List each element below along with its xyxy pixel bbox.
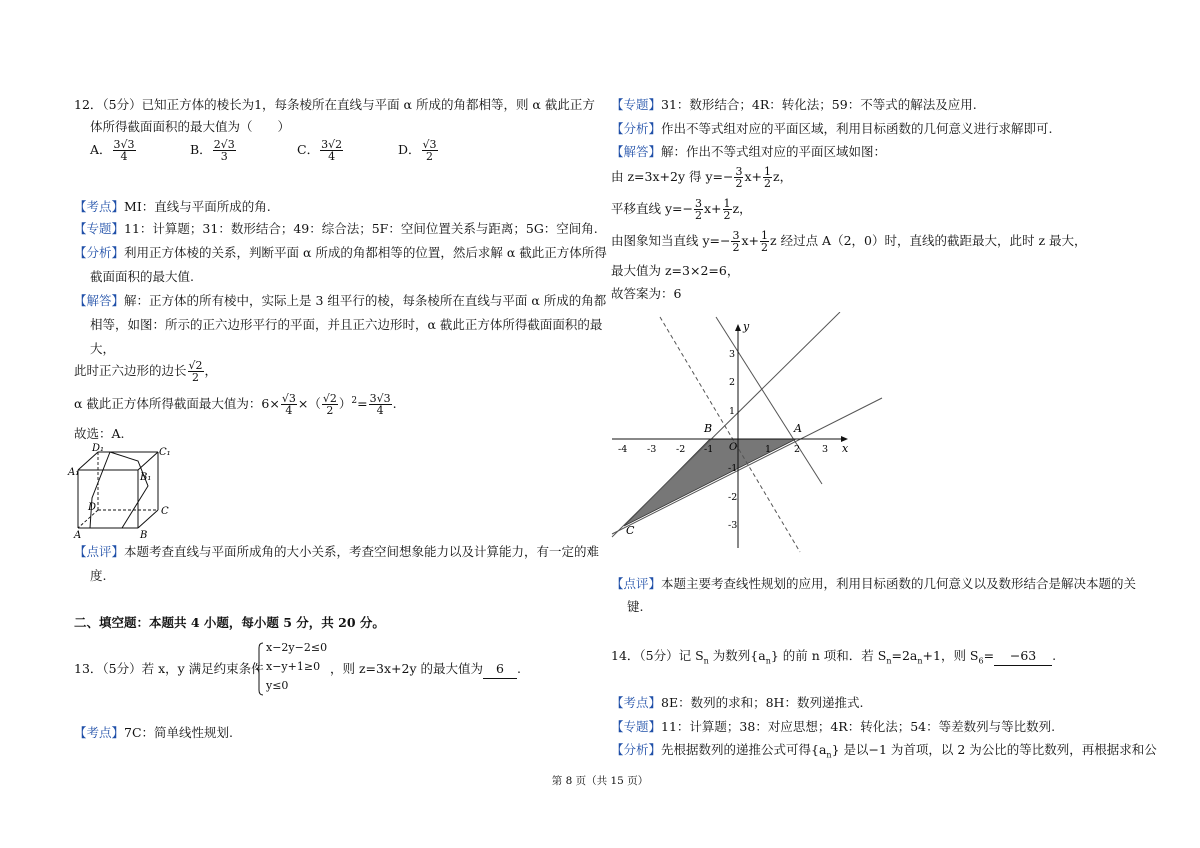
q14-stem: 14．（5分）记 $S_n$ 为数列$\{a_n\}$ 的前 n 项和．若 $S_n=2a_n+1$，则 $S_6= -63$ .: [611, 648, 1057, 666]
zhuanti-tag: 【专题】: [74, 221, 125, 236]
y-tick-label: -1: [728, 463, 738, 474]
q13-step-3: 由图象知当直线 y=− $\frac{3}{2}$ x+ $\frac{1}{2}$ z 经过点 A（2，0）时，直线的截距最大，此时 z 最大，: [611, 229, 1087, 254]
q13-answer-blank: 6: [483, 660, 517, 679]
page-footer: 第 8 页（共 15 页）: [551, 775, 649, 787]
constraint-system: [256, 640, 326, 698]
q12-kaodian: 【考点】MI：直线与平面所成的角.: [74, 199, 271, 214]
y-tick-label: -3: [728, 520, 738, 531]
q13-step-5: 故答案为：6: [611, 286, 682, 301]
label-a1: A₁: [68, 467, 80, 478]
q12-options: [90, 139, 439, 162]
section-2-title: 二、填空题：本题共 4 小题，每小题 5 分，共 20 分。: [74, 615, 385, 630]
y-axis-arrow: [735, 324, 741, 331]
label-a: A: [74, 530, 82, 540]
x-tick-label: 3: [822, 444, 829, 455]
point-b-label: B: [704, 422, 713, 435]
feasible-region-graph: [608, 312, 888, 560]
q12-zhuanti: 【专题】11：计算题；31：数形结合；49：综合法；5F：空间位置关系与距离；5G：空间角.: [74, 221, 598, 236]
y-tick-label: -2: [728, 492, 738, 503]
origin-label: O: [729, 442, 738, 453]
q14-answer-blank: −63: [994, 647, 1052, 666]
dianping-tag: 【点评】: [74, 544, 125, 559]
x-tick-label: -4: [618, 444, 628, 455]
q13-dianping-line2: 键.: [627, 599, 644, 614]
q13-step-1: 由 z=3x+2y 得 y=− $\frac{3}{2}$ x+ $\frac{1}{2}$ z，: [611, 165, 793, 190]
q12-dianping: 【点评】本题考查直线与平面所成角的大小关系，考查空间想象能力以及计算能力，有一定的难: [74, 544, 600, 559]
jieda-tag: 【解答】: [74, 293, 125, 308]
x-tick-label: 1: [765, 444, 772, 455]
option-a: A． $\frac{3√3}{4}$: [90, 138, 135, 163]
x-tick-label: 2: [794, 444, 801, 455]
q12-max-area: α 截此正方体所得截面最大值为：6× $\frac{√3}{4}$ ×（ $\frac{√2}{2}$ ）$^2$= $\frac{3√3}{4}$ .: [74, 392, 397, 418]
q13-stem-pre: 13．（5分）若 x，y 满足约束条件: [74, 661, 264, 676]
label-c1: C₁: [159, 447, 171, 458]
q12-jieda: 【解答】解：正方体的所有棱中，实际上是 3 组平行的棱，每条棱所在直线与平面 α 所成的角都: [74, 293, 607, 308]
label-c: C: [161, 506, 169, 517]
left-brace: [256, 642, 264, 696]
fenxi-tag: 【分析】: [74, 245, 125, 260]
q13-zhuanti: 【专题】31：数形结合；4R：转化法；59：不等式的解法及应用.: [611, 97, 977, 112]
q14-kaodian: 【考点】8E：数列的求和；8H：数列递推式.: [611, 695, 864, 710]
q13-jieda: 【解答】解：作出不等式组对应的平面区域如图：: [611, 144, 887, 159]
label-d1: D₁: [92, 443, 105, 454]
label-b1: B₁: [140, 472, 152, 483]
cube-figure: [66, 440, 186, 540]
q13-fenxi: 【分析】作出不等式组对应的平面区域，利用目标函数的几何意义进行求解即可.: [611, 121, 1053, 136]
point-c-label: C: [626, 524, 635, 537]
q12-dianping-line2: 度.: [90, 568, 107, 583]
option-b: B． $\frac{2√3}{3}$: [190, 138, 235, 163]
q12-edge-length: 此时正六边形的边长 $\frac{√2}{2}$ ，: [74, 359, 218, 384]
label-b: B: [140, 530, 148, 540]
constraint-3: y≤0: [266, 679, 289, 692]
line-x-2y-2: [612, 398, 882, 534]
q12-jieda-line2: 相等，如图：所示的正六边形平行的平面，并且正六边形时，α 截此正方体所得截面面积的最: [90, 317, 603, 332]
x-axis-label: x: [842, 442, 849, 455]
x-tick-label: -2: [676, 444, 686, 455]
y-tick-label: 2: [729, 377, 736, 388]
q12-fenxi-line2: 截面面积的最大值.: [90, 269, 194, 284]
q12-jieda-line3: 大，: [90, 341, 116, 356]
point-a-label: A: [794, 422, 802, 435]
q12-stem-line1: 12．（5分）已知正方体的棱长为1，每条棱所在直线与平面 α 所成的角都相等，则 α 截此正方: [74, 97, 595, 112]
y-tick-label: 1: [729, 406, 736, 417]
q13-stem-post: ，则 z=3x+2y 的最大值为 6 .: [330, 660, 521, 679]
constraint-1: x−2y−2≤0: [266, 641, 328, 654]
q13-step-2: 平移直线 y=− $\frac{3}{2}$ x+ $\frac{1}{2}$ z，: [611, 197, 752, 222]
option-d: D． $\frac{√3}{2}$: [398, 138, 437, 163]
y-tick-label: 3: [729, 349, 736, 360]
option-c: C． $\frac{3√2}{4}$: [297, 138, 343, 163]
q13-kaodian: 【考点】7C：简单线性规划.: [74, 725, 234, 740]
label-d: D: [88, 502, 97, 513]
line-x-y-plus-1: [612, 312, 840, 537]
q12-stem-line2: 体所得截面面积的最大值为（ ）: [90, 119, 291, 134]
x-tick-label: -1: [704, 444, 714, 455]
x-tick-label: -3: [647, 444, 657, 455]
q14-zhuanti: 【专题】11：计算题；38：对应思想；4R：转化法；54：等差数列与等比数列.: [611, 719, 1056, 734]
y-axis-label: y: [743, 320, 750, 333]
constraint-2: x−y+1≥0: [266, 660, 321, 673]
q13-dianping: 【点评】本题主要考查线性规划的应用，利用目标函数的几何意义以及数形结合是解决本题的关: [611, 576, 1137, 591]
kaodian-tag: 【考点】: [74, 199, 125, 214]
q13-stem: [74, 640, 534, 698]
q12-fenxi: 【分析】利用正方体棱的关系，判断平面 α 所成的角都相等的位置，然后求解 α 截此正方体所得: [74, 245, 607, 260]
q12-choose: 故选：A.: [74, 426, 125, 441]
q14-fenxi: 【分析】先根据数列的递推公式可得$\{a_n\}$ 是以−1 为首项，以 2 为公比的等比数列，再根据求和公: [611, 742, 1157, 760]
q13-step-4: 最大值为 z=3×2=6，: [611, 263, 740, 278]
